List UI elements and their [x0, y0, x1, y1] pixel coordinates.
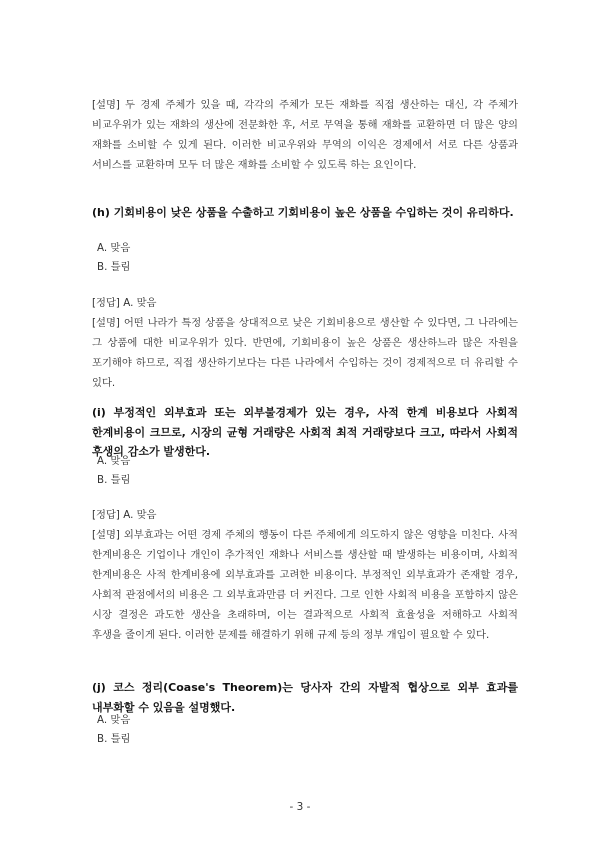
- option-j-b: B. 틀림: [97, 733, 131, 745]
- answer-i: [정답] A. 맞음: [92, 509, 157, 521]
- answer-h: [정답] A. 맞음: [92, 297, 157, 309]
- explanation-g: [설명] 두 경제 주체가 있을 때, 각각의 주체가 모든 재화를 직접 생산하는 대신, 각 주체가 비교우위가 있는 재화의 생산에 전문화한 후, 서로 무역을 통해 재화를 교환하면 더 많은 양의 재화를 소비할 수 있게 된다. 이러한 비교우위와 무역의 이익은 경제에서 서로 다른 상품과 서비스를 교환하며 모두 더 많은 재화를 소비할 수 있도록 하는 요인이다.: [92, 99, 518, 171]
- option-j-a: A. 맞음: [97, 714, 131, 726]
- option-h-a: A. 맞음: [97, 242, 131, 254]
- option-i-b: B. 틀림: [97, 474, 131, 486]
- explanation-h: [설명] 어떤 나라가 특정 상품을 상대적으로 낮은 기회비용으로 생산할 수 있다면, 그 나라에는 그 상품에 대한 비교우위가 있다. 반면에, 기회비용이 높은 상품은 생산하느라 많은 자원을 포기해야 하므로, 직접 생산하기보다는 다른 나라에서 수입하는 것이 경제적으로 더 유리할 수 있다.: [92, 317, 518, 389]
- option-i-a: A. 맞음: [97, 455, 131, 467]
- question-i: (i) 부정적인 외부효과 또는 외부불경제가 있는 경우, 사적 한계 비용보다 사회적 한계비용이 크므로, 시장의 균형 거래량은 사회적 최적 거래량보다 크고, 따라서 사회적 후생의 감소가 발생한다.: [92, 406, 518, 458]
- option-h-b: B. 틀림: [97, 261, 131, 273]
- explanation-i: [설명] 외부효과는 어떤 경제 주체의 행동이 다른 주체에게 의도하지 않은 영향을 미친다. 사적 한계비용은 기업이나 개인이 추가적인 재화나 서비스를 생산할 때 발생하는 비용이며, 사회적 한계비용은 사적 한계비용에 외부효과를 고려한 비용이다. 부정적인 외부효과가 존재할 경우, 사회적 관점에서의 비용은 그 외부효과만큼 더 커진다. 그로 인한 사회적 비용을 포함하지 않은 시장 결정은 과도한 생산을 초래하며, 이는 결과적으로 사회적 효율성을 저해하고 사회적 후생을 줄이게 된다. 이러한 문제를 해결하기 위해 규제 등의 정부 개입이 필요할 수 있다.: [92, 529, 518, 641]
- question-j: (j) 코스 정리(Coase's Theorem)는 당사자 간의 자발적 협상으로 외부 효과를 내부화할 수 있음을 설명했다.: [92, 681, 518, 714]
- question-h: (h) 기회비용이 낮은 상품을 수출하고 기회비용이 높은 상품을 수입하는 것이 유리하다.: [92, 206, 514, 219]
- page-number: - 3 -: [289, 801, 311, 813]
